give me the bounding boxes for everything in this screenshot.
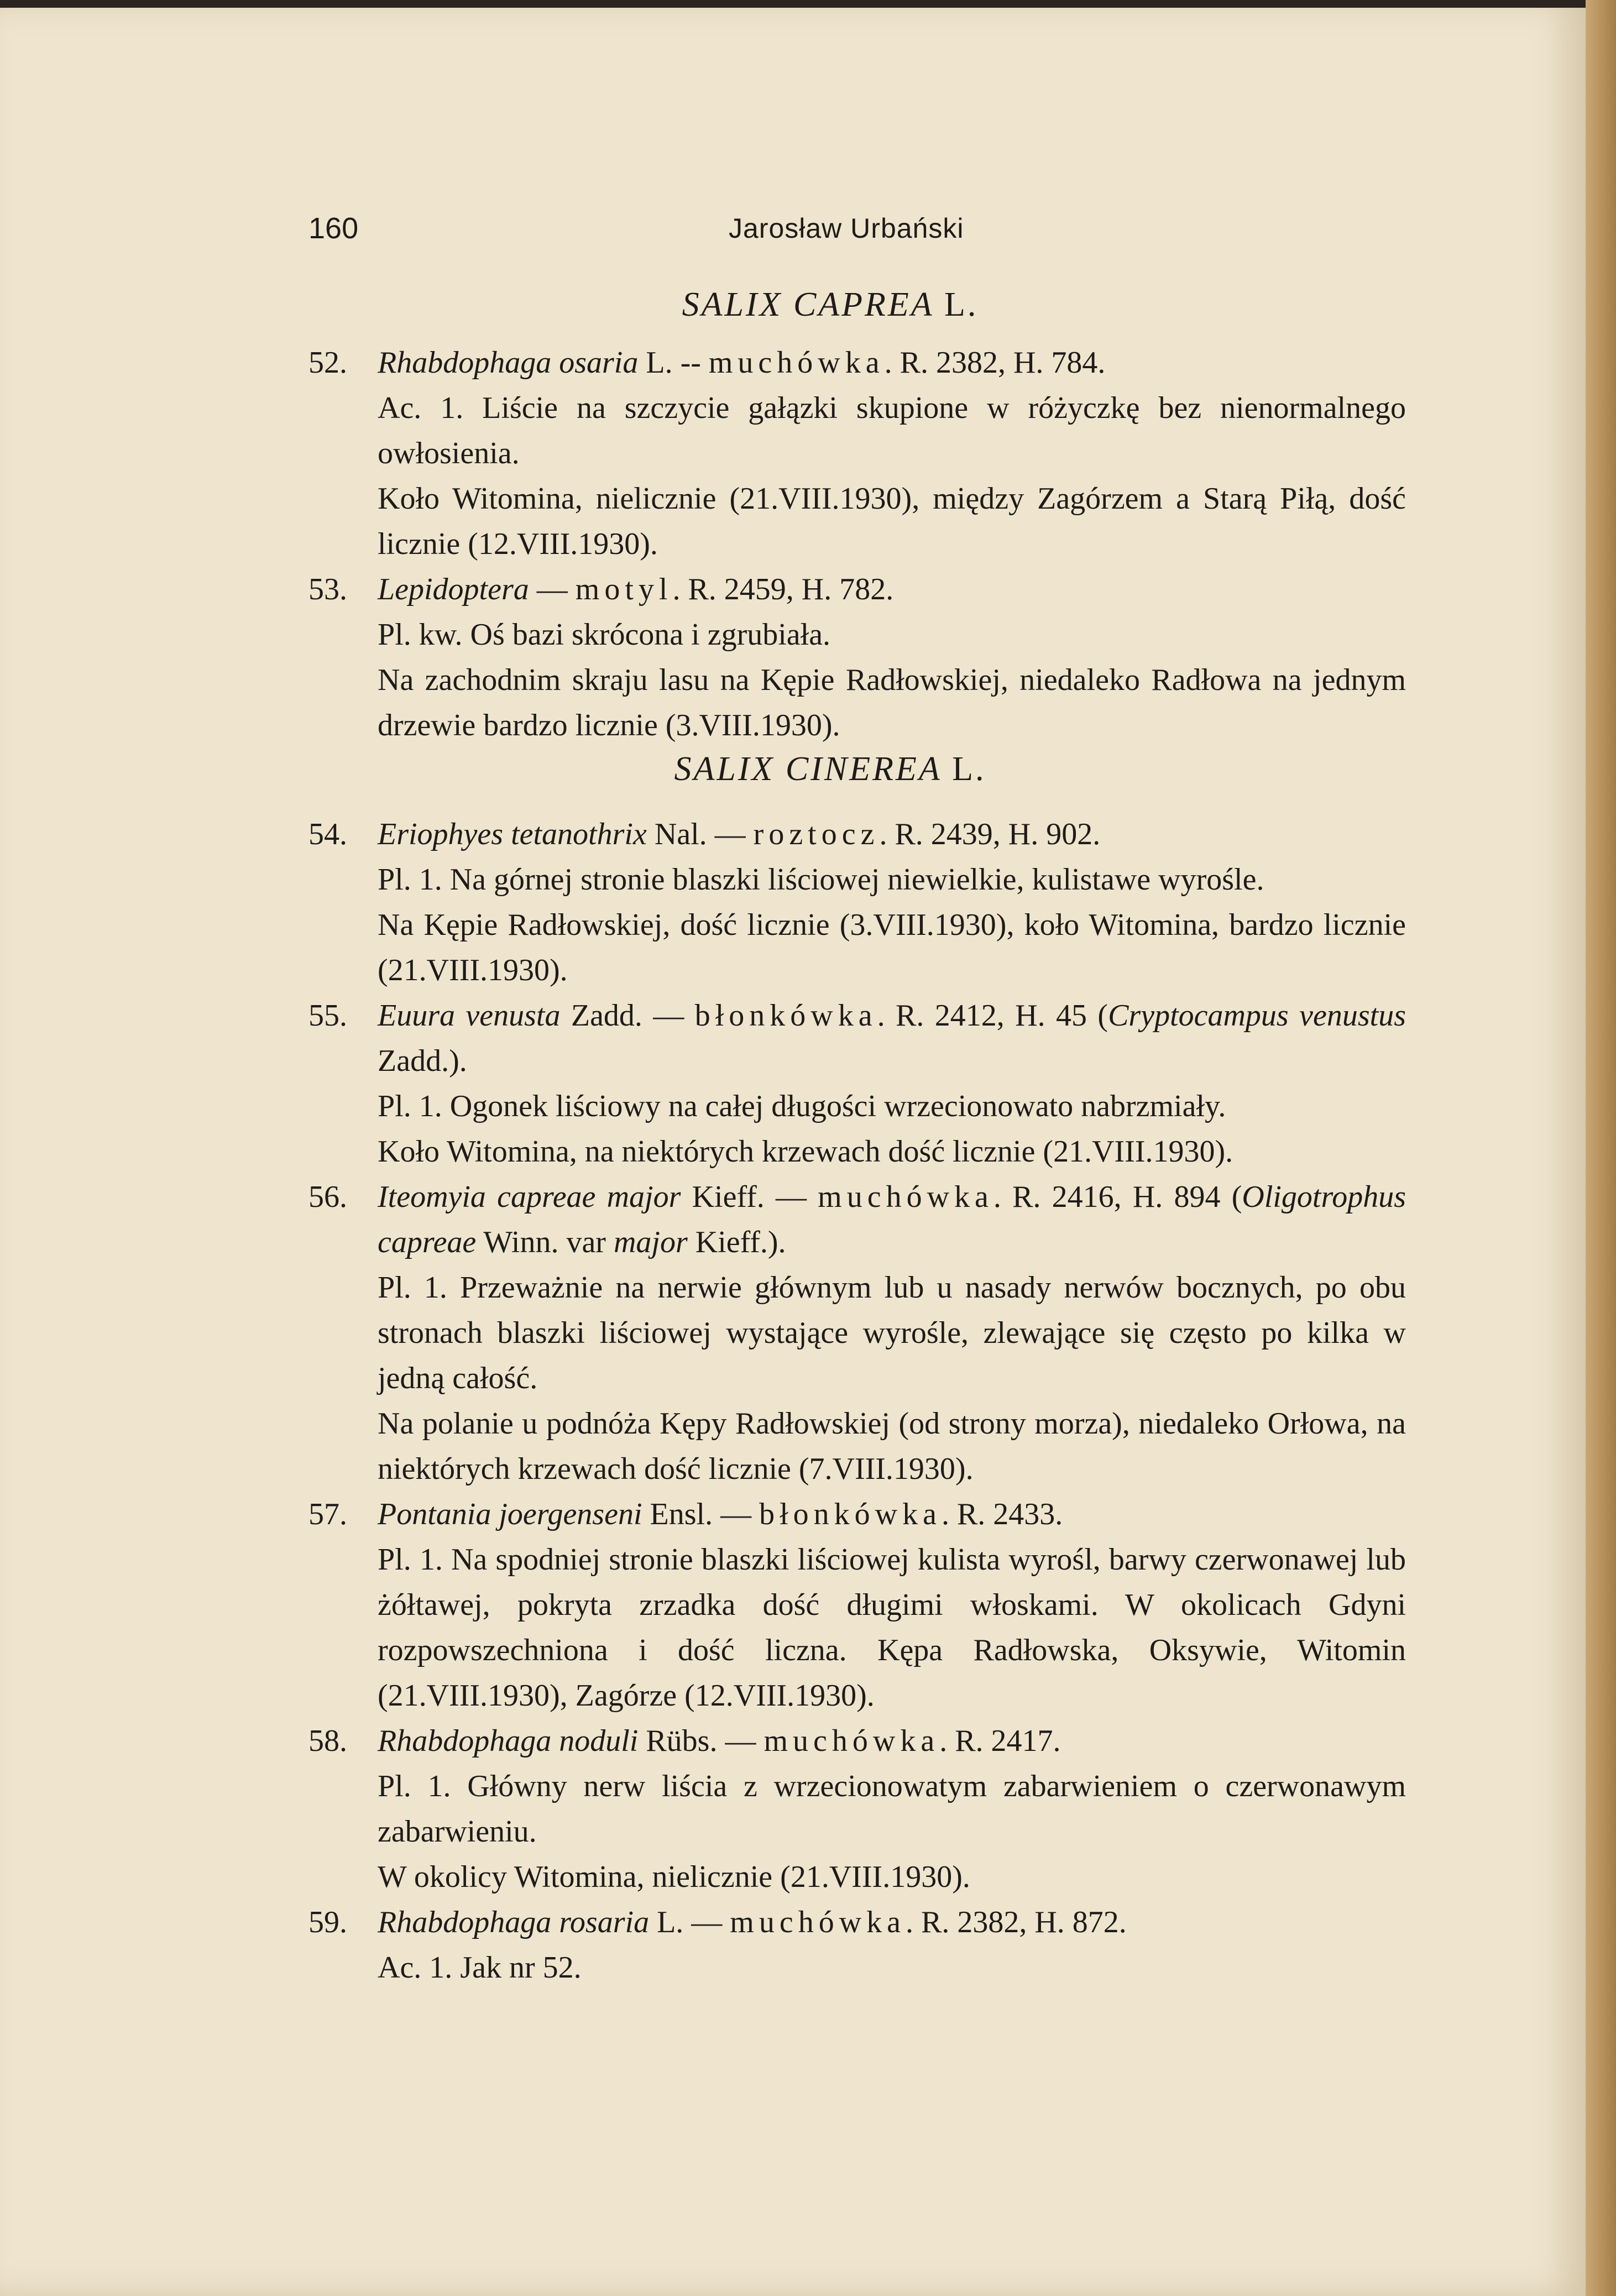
entry-heading xyxy=(378,340,1406,385)
entry-locality: Na zachodnim skraju lasu na Kępie Radłowskiej, niedaleko Radłowa na jednym drzewie bardzo licznie (3.VIII.1930). xyxy=(378,663,1406,742)
common-name: motyl xyxy=(575,572,673,606)
entry-55 xyxy=(308,993,1406,1174)
species-name: Eriophyes tetanothrix xyxy=(378,817,647,851)
synonym-variety-author: Kieff.). xyxy=(687,1225,786,1259)
entry-description: Pl. 1. Na spodniej stronie blaszki liściowej kulista wyrośl, barwy czerwonawej lub żółtawej, pokryta zrzadka dość długimi włoskami. W okolicach Gdyni rozpowszechniona i dość liczna. Kępa Radłowska, Oksywie, Witomin (21.VIII.1930), Zagórze (12.VIII.1930). xyxy=(378,1542,1406,1713)
section-entries-salix-caprea xyxy=(308,340,1406,748)
section-title-author: L. xyxy=(944,286,979,323)
section-title-text: SALIX CAPREA xyxy=(682,286,934,323)
section-title-author: L. xyxy=(952,750,986,788)
species-author: Nal. — xyxy=(646,817,754,851)
entry-locality: Koło Witomina, nielicznie (21.VIII.1930), między Zagórzem a Starą Piłą, dość licznie (12.VIII.1930). xyxy=(378,482,1406,561)
species-author: Rübs. — xyxy=(638,1724,764,1758)
reference: . R. 2382, H. 784. xyxy=(884,346,1106,380)
species-author: L. -- xyxy=(638,346,709,380)
entry-number: 55. xyxy=(308,998,347,1033)
species-name: Euura venusta xyxy=(378,998,561,1033)
species-name: Iteomyia capreae major xyxy=(378,1180,681,1214)
page-header xyxy=(308,206,1414,255)
section-entries-salix-cinerea xyxy=(308,812,1406,1990)
entry-description: Pl. 1. Ogonek liściowy na całej długości wrzecionowato nabrzmiały. xyxy=(378,1089,1226,1123)
entry-56 xyxy=(308,1174,1406,1492)
species-author: L. — xyxy=(649,1905,730,1939)
entry-description: Ac. 1. Liście na szczycie gałązki skupione w różyczkę bez nienormalnego owłosienia. xyxy=(378,391,1406,470)
entry-locality: Koło Witomina, na niektórych krzewach dość licznie (21.VIII.1930). xyxy=(378,1134,1233,1169)
common-name: muchówka xyxy=(708,346,885,380)
entry-59 xyxy=(308,1900,1406,1990)
synonym-author: Zadd.). xyxy=(378,1044,467,1078)
reference: . R. 2382, H. 872. xyxy=(906,1905,1127,1939)
entry-53 xyxy=(308,567,1406,748)
entry-54 xyxy=(308,812,1406,993)
entry-heading xyxy=(378,567,1406,612)
entry-description: Ac. 1. Jak nr 52. xyxy=(378,1950,582,1985)
page-number: 160 xyxy=(308,212,359,245)
entry-locality: Na polanie u podnóża Kępy Radłowskiej (od strony morza), niedaleko Orłowa, na niektórych krzewach dość licznie (7.VIII.1930). xyxy=(378,1406,1406,1486)
reference: . R. 2459, H. 782. xyxy=(672,572,894,606)
entry-description: Pl. kw. Oś bazi skrócona i zgrubiała. xyxy=(378,618,831,652)
entry-heading xyxy=(378,1174,1406,1265)
entry-locality: W okolicy Witomina, nielicznie (21.VIII.1930). xyxy=(378,1860,970,1894)
entry-number: 52. xyxy=(308,346,347,380)
synonym-author: Winn. var xyxy=(476,1225,614,1259)
synonym-variety: major xyxy=(613,1225,688,1259)
entry-description: Pl. 1. Przeważnie na nerwie głównym lub u nasady nerwów bocznych, po obu stronach blaszki liściowej wystające wyrośle, zlewające się często po kilka w jedną całość. xyxy=(378,1270,1406,1395)
species-author: — xyxy=(529,572,576,606)
species-name: Rhabdophaga rosaria xyxy=(378,1905,650,1939)
entry-locality: Na Kępie Radłowskiej, dość licznie (3.VIII.1930), koło Witomina, bardzo licznie (21.VIII.1930). xyxy=(378,908,1406,987)
common-name: muchówka xyxy=(818,1180,993,1214)
entry-number: 57. xyxy=(308,1497,347,1531)
section-title-salix-caprea xyxy=(0,282,1616,327)
page-edge xyxy=(1586,0,1616,2296)
species-name: Pontania joergenseni xyxy=(378,1497,642,1531)
entry-58 xyxy=(308,1718,1406,1900)
common-name: roztocz xyxy=(753,817,880,851)
species-author: Ensl. — xyxy=(642,1497,760,1531)
entry-52 xyxy=(308,340,1406,567)
common-name: muchówka xyxy=(730,1905,906,1939)
entry-number: 56. xyxy=(308,1180,347,1214)
entry-number: 53. xyxy=(308,572,347,606)
species-name: Lepidoptera xyxy=(378,572,529,606)
running-head: Jarosław Urbański xyxy=(729,213,964,244)
entry-heading xyxy=(378,812,1406,857)
species-name: Rhabdophaga osaria xyxy=(378,346,639,380)
entry-heading xyxy=(378,993,1406,1084)
reference: . R. 2412, H. 45 ( xyxy=(877,998,1108,1033)
entry-description: Pl. 1. Główny nerw liścia z wrzecionowatym zabarwieniem o czerwonawym zabarwieniu. xyxy=(378,1769,1406,1849)
entry-57 xyxy=(308,1492,1406,1718)
species-name: Rhabdophaga noduli xyxy=(378,1724,639,1758)
top-border xyxy=(0,0,1616,8)
synonym-name: Oligotrophus capreae xyxy=(378,1180,1406,1259)
entry-heading xyxy=(378,1900,1406,1945)
species-author: Zadd. — xyxy=(560,998,695,1033)
entry-heading xyxy=(378,1718,1406,1764)
section-title-salix-cinerea xyxy=(0,746,1616,792)
synonym-name: Cryptocampus venustus xyxy=(1108,998,1406,1033)
entry-number: 54. xyxy=(308,817,347,851)
species-author: Kieff. — xyxy=(681,1180,818,1214)
section-title-text: SALIX CINEREA xyxy=(674,750,942,788)
entry-description: Pl. 1. Na górnej stronie blaszki liściowej niewielkie, kulistawe wyrośle. xyxy=(378,862,1264,897)
reference: . R. 2416, H. 894 ( xyxy=(993,1180,1242,1214)
common-name: błonkówka xyxy=(759,1497,942,1531)
entry-number: 58. xyxy=(308,1724,347,1758)
reference: . R. 2439, H. 902. xyxy=(879,817,1101,851)
common-name: błonkówka xyxy=(694,998,877,1033)
reference: . R. 2433. xyxy=(941,1497,1063,1531)
common-name: muchówka xyxy=(763,1724,940,1758)
entry-number: 59. xyxy=(308,1905,347,1939)
entry-heading xyxy=(378,1492,1406,1537)
reference: . R. 2417. xyxy=(939,1724,1061,1758)
